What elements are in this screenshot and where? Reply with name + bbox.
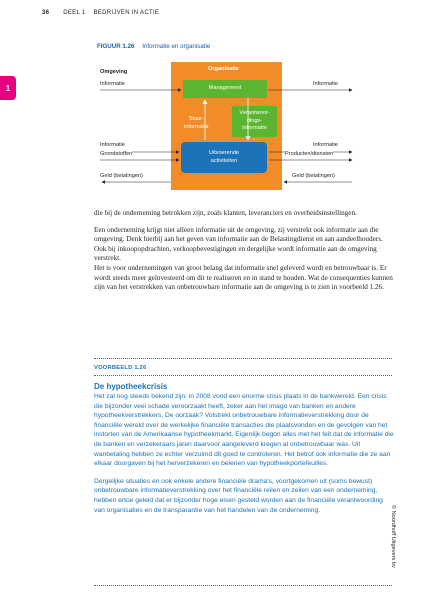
organisation-label: Organisatie [208,66,239,72]
example-bottom-rule [94,585,392,586]
example-top-rule [94,358,392,359]
figure-title: Informatie en organisatie [142,43,211,50]
example-paragraph: Dergelijke situaties en ook enkele andere financiële drama's, voortgekomen uit (soms bewust) onbetrouwbare informatieverstrekking over het financiële reilen en zeilen van een onderneming, hebben ertoe geleid dat er bijzonder hoge eisen gesteld worden aan de financiële verantwoording van organisaties en de transparantie van het handelen van de onderneming. [94,477,383,514]
part-title: BEDRIJVEN IN ACTIE [93,10,160,16]
geld-right-label: Geld (betalingen) [292,173,335,179]
verantwoording-box: Verantwoor- dings- informatie [232,106,277,137]
example-title: De hypotheekcrisis [94,382,168,391]
example-text [94,392,394,523]
paragraph: die bij de onderneming betrokken zijn, zoals klanten, leveranciers en overheidsinstellingen. [94,209,357,217]
management-box: Management [183,80,267,98]
page-number: 36 [42,10,50,16]
example-label-rule [94,375,392,376]
part-label: DEEL 1 [63,10,86,16]
example-paragraph: Het zal nog steeds bekend zijn: in 2008 vond een enorme crisis plaats in de bankwereld. Een crisis die bijzonder veel schade veroorzaakt heeft, zeker aan het imago van banken en andere hypotheekverstrekkers. De oorzaak? Volstrekt onbetrouwbare informatieverstrekking door de financiële wereld over de werkelijke financiële transacties die plaatsvonden en de gevolgen van het instorten van de Amerikaanse hypotheekmarkt. Eigenlijk begon alles met het feit dat de informatie die de banken en verzekeraars jaren daarvoor aangeleverd kregen al onbetrouwbaar was. Uit wanbetaling hebben ze echter verzuimd dit goed te controleren. Het betrof ook informatie die ze aan elkaar doorgaven bij het herverzekeren en belenen van hypotheekportefeuilles. [94,393,394,468]
geld-left-label: Geld (betalingen) [100,173,143,179]
info-in-label: Informatie [100,142,125,148]
info-in-top-label: Informatie [100,81,125,87]
chapter-tab: 1 [0,76,16,100]
copyright-notice: © Noordhoff Uitgevers bv [390,505,396,568]
info-out-label: Informatie [313,142,338,148]
uitvoerende-box: Uitvoerende activiteiten [181,142,267,173]
paragraph: Een onderneming krijgt niet alleen informatie uit de omgeving, zij verstrekt ook informatie aan die omgeving. Denk hierbij aan het geven van informatie aan de Belastingdienst en aan aandeelhouders. Ook bij inkoopopdrachten, verkoopbevestigingen en dergelijke wordt informatie aan de omgeving verstrekt. [94,225,383,263]
body-text [94,209,394,300]
producten-label: Producten/diensten [285,151,334,157]
grondstoffen-label: Grondstoffen [100,151,133,157]
sturing-label: Stuur- informatie [184,116,209,130]
example-label: VOORBEELD 1.26 [94,365,147,371]
paragraph: Het is voor ondernemingen van groot belang dat informatie snel geleverd wordt en betrouwbaar is. Er wordt steeds meer geïnvesteerd om dit te realiseren en in stand te houden. Wat de consequenties kunnen zijn van het verstrekken van onbetrouwbare informatie aan de omgeving is te zien in voorbeeld 1.26. [94,263,393,292]
figure-label: FIGUUR 1.26 [97,43,135,50]
info-out-top-label: Informatie [313,81,338,87]
omgeving-label: Omgeving [100,69,128,75]
